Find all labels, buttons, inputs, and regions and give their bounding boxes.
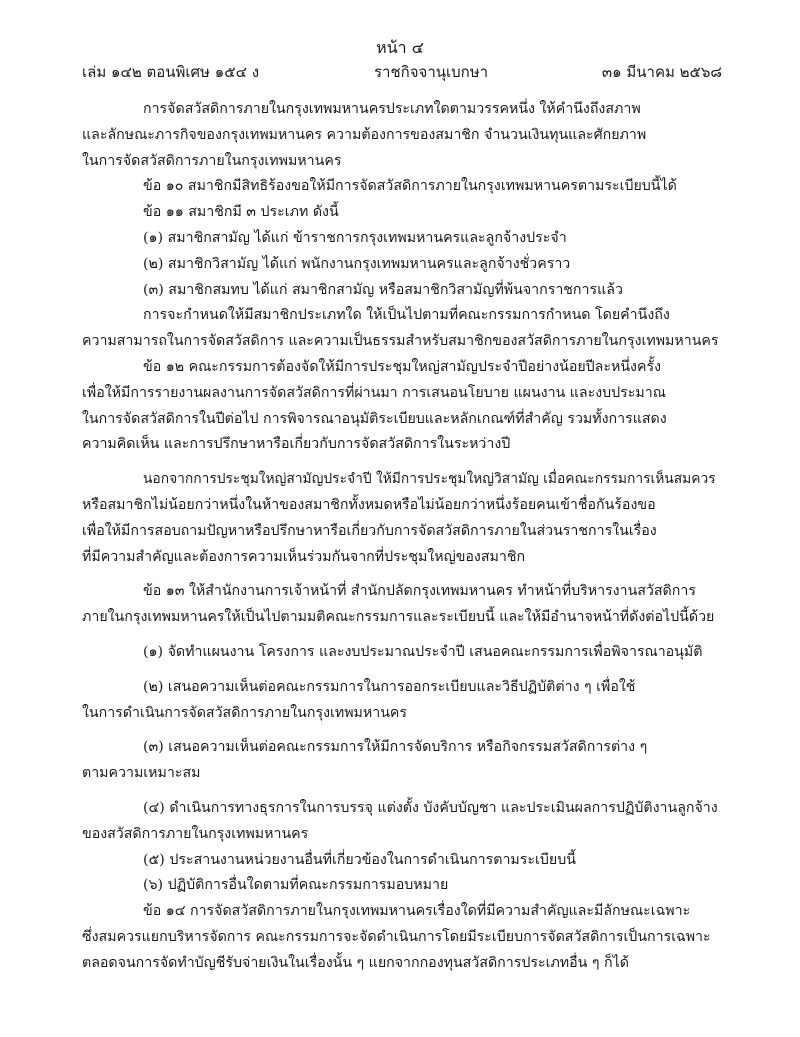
text-line: (๒) สมาชิกวิสามัญ ได้แก่ พนักงานกรุงเทพมหานครและลูกจ้างชั่วคราว — [143, 255, 571, 272]
text-line: หรือสมาชิกไม่น้อยกว่าหนึ่งในห้าของสมาชิกทั้งหมดหรือไม่น้อยกว่าหนึ่งร้อยคนเข้าชื่อกันร้องขอ — [82, 496, 656, 513]
text-line: (๓) สมาชิกสมทบ ได้แก่ สมาชิกสามัญ หรือสมาชิกวิสามัญที่พ้นจากราชการแล้ว — [143, 281, 623, 298]
clause-10: ข้อ ๑๐ สมาชิกมีสิทธิร้องขอให้มีการจัดสวัสดิการภายในกรุงเทพมหานครตามระเบียบนี้ได้ — [143, 178, 677, 195]
text-line: ในการดำเนินการจัดสวัสดิการภายในกรุงเทพมหานคร — [82, 704, 408, 721]
text-line: (๖) ปฏิบัติการอื่นใดตามที่คณะกรรมการมอบหมาย — [143, 877, 449, 894]
text-line: ของสวัสดิการภายในกรุงเทพมหานคร — [82, 825, 309, 842]
text-line: (๒) เสนอความเห็นต่อคณะกรรมการในการออกระเบียบและวิธีปฏิบัติต่าง ๆ เพื่อใช้ — [143, 678, 636, 695]
text-line: ในการจัดสวัสดิการในปีต่อไป การพิจารณาอนุมัติระเบียบและหลักเกณฑ์ที่สำคัญ รวมทั้งการแสดง — [82, 410, 667, 427]
clause-12: ข้อ ๑๒ คณะกรรมการต้องจัดให้มีการประชุมใหญ่สามัญประจำปีอย่างน้อยปีละหนึ่งครั้ง — [143, 358, 662, 375]
clause-14: ข้อ ๑๔ การจัดสวัสดิการภายในกรุงเทพมหานครเรื่องใดที่มีความสำคัญและมีลักษณะเฉพาะ — [143, 903, 691, 920]
text-line: การจัดสวัสดิการภายในกรุงเทพมหานครประเภทใดตามวรรคหนึ่ง ให้คำนึงถึงสภาพ — [143, 101, 641, 117]
text-line: และลักษณะภารกิจของกรุงเทพมหานคร ความต้องการของสมาชิก จำนวนเงินทุนและศักยภาพ — [82, 126, 647, 143]
text-line: ซึ่งสมควรแยกบริหารจัดการ คณะกรรมการจะจัดดำเนินการโดยมีระเบียบการจัดสวัสดิการเป็นการเฉพาะ — [82, 928, 711, 945]
text-line: (๑) จัดทำแผนงาน โครงการ และงบประมาณประจำปี เสนอคณะกรรมการเพื่อพิจารณาอนุมัติ — [143, 643, 703, 660]
text-line: (๔) ดำเนินการทางธุรการในการบรรจุ แต่งตั้ง บังคับบัญชา และประเมินผลการปฏิบัติงานลูกจ้าง — [143, 799, 718, 816]
document-body — [82, 97, 722, 977]
clause-11: ข้อ ๑๑ สมาชิกมี ๓ ประเภท ดังนี้ — [143, 204, 339, 221]
text-line: นอกจากการประชุมใหญ่สามัญประจำปี ให้มีการประชุมใหญ่วิสามัญ เมื่อคณะกรรมการเห็นสมควร — [143, 471, 716, 488]
text-line: ตลอดจนการจัดทำบัญชีรับจ่ายเงินในเรื่องนั้น ๆ แยกจากกองทุนสวัสดิการประเภทอื่น ๆ ก็ได้ — [82, 954, 629, 971]
text-line: ตามความเหมาะสม — [82, 765, 201, 782]
text-line: (๑) สมาชิกสามัญ ได้แก่ ข้าราชการกรุงเทพมหานครและลูกจ้างประจำ — [143, 229, 567, 246]
text-line: ในการจัดสวัสดิการภายในกรุงเทพมหานคร — [82, 152, 342, 169]
text-line: เพื่อให้มีการสอบถามปัญหาหรือปรึกษาหารือเกี่ยวกับการจัดสวัสดิการภายในส่วนราชการในเรื่อง — [82, 522, 657, 539]
page-number: หน้า ๔ — [376, 38, 424, 57]
text-line: ความคิดเห็น และการปรึกษาหารือเกี่ยวกับการจัดสวัสดิการในระหว่างปี — [82, 436, 511, 453]
text-line: เพื่อให้มีการรายงานผลงานการจัดสวัสดิการที่ผ่านมา การเสนอนโยบาย แผนงาน และงบประมาณ — [82, 384, 666, 401]
text-line: (๓) เสนอความเห็นต่อคณะกรรมการให้มีการจัดบริการ หรือกิจกรรมสวัสดิการต่าง ๆ — [143, 739, 648, 756]
text-line: ที่มีความสำคัญและต้องการความเห็นร่วมกันจากที่ประชุมใหญ่ของสมาชิก — [82, 548, 526, 565]
volume-issue: เล่ม ๑๔๒ ตอนพิเศษ ๑๕๔ ง — [82, 63, 260, 81]
text-line: การจะกำหนดให้มีสมาชิกประเภทใด ให้เป็นไปตามที่คณะกรรมการกำหนด โดยคำนึงถึง — [143, 307, 670, 324]
text-line: ความสามารถในการจัดสวัสดิการ และความเป็นธรรมสำหรับสมาชิกของสวัสดิการภายในกรุงเทพมหานคร — [82, 333, 719, 350]
gazette-title: ราชกิจจานุเบกษา — [374, 63, 489, 81]
gazette-header — [82, 60, 722, 82]
publication-date: ๓๑ มีนาคม ๒๕๖๘ — [601, 63, 722, 81]
text-line: ภายในกรุงเทพมหานครให้เป็นไปตามมติคณะกรรมการและระเบียบนี้ และให้มีอำนาจหน้าที่ดังต่อไปนี้ด้วย — [82, 609, 715, 626]
text-line: (๕) ประสานงานหน่วยงานอื่นที่เกี่ยวข้องในการดำเนินการตามระเบียบนี้ — [143, 851, 576, 868]
clause-13: ข้อ ๑๓ ให้สำนักงานการเจ้าหน้าที่ สำนักปลัดกรุงเทพมหานคร ทำหน้าที่บริหารงานสวัสดิการ — [143, 583, 696, 600]
